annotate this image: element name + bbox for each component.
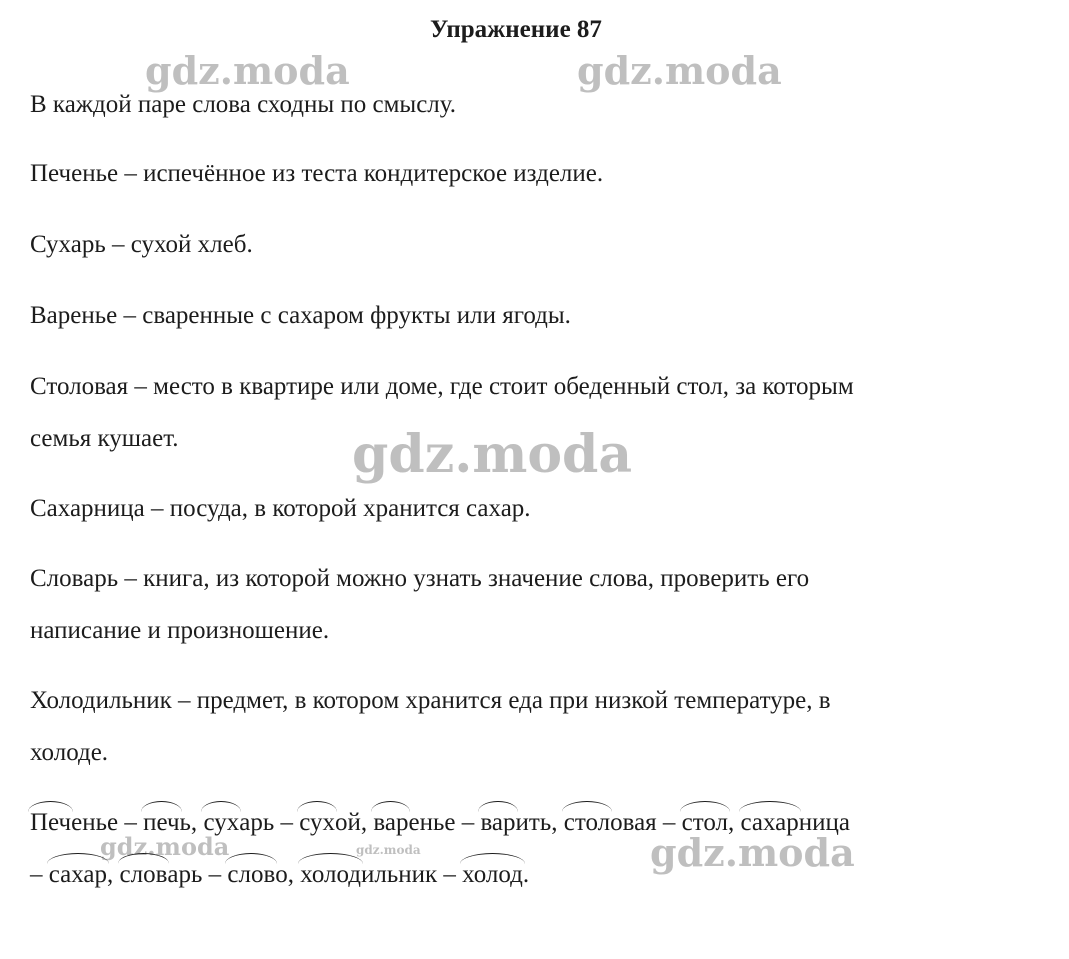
word-root: слов	[119, 861, 168, 888]
root-pairs-line-2: – сахар, словарь – слово, холодильник – холод.	[30, 861, 530, 888]
word-root: стол	[563, 809, 611, 836]
text-line: Сухарь – сухой хлеб.	[30, 231, 253, 258]
text-line: семья кушает.	[30, 425, 179, 452]
word-root: сахар	[48, 861, 108, 888]
text-line: Холодильник – предмет, в котором хранится еда при низкой температуре, в	[30, 687, 831, 714]
word-root: слов	[227, 861, 276, 888]
text-line: холоде.	[30, 739, 109, 766]
text-line: В каждой паре слова сходны по смыслу.	[30, 91, 457, 118]
watermark: gdz.moda	[145, 48, 350, 93]
text-line: Столовая – место в квартире или доме, где стоит обеденный стол, за которым	[30, 373, 854, 400]
word-root: Печ	[30, 809, 72, 836]
watermark: gdz.moda	[352, 424, 633, 485]
word-root: холод	[462, 861, 523, 888]
watermark: gdz.moda	[577, 48, 782, 93]
watermark: gdz.moda	[356, 843, 421, 857]
text-line: Варенье – сваренные с сахаром фрукты или ягоды.	[30, 302, 571, 329]
text-line: Сахарница – посуда, в которой хранится сахар.	[30, 495, 531, 522]
page-title: Упражнение 87	[430, 16, 602, 43]
word-root: сух	[203, 809, 240, 836]
word-root: печ	[143, 809, 180, 836]
watermark: gdz.moda	[650, 830, 855, 875]
word-root: стол	[681, 809, 729, 836]
text-line: Печенье – испечённое из теста кондитерское изделие.	[30, 160, 604, 187]
word-root: холод	[300, 861, 361, 888]
word-root: вар	[373, 809, 409, 836]
word-root: сахар	[740, 809, 799, 836]
word-root: сух	[299, 809, 335, 836]
watermark: gdz.moda	[100, 832, 230, 861]
root-pairs-line-1: Печенье – печь, сухарь – сухой, варенье – варить, столовая – стол, сахарница	[30, 809, 851, 836]
text-line: Словарь – книга, из которой можно узнать значение слова, проверить его	[30, 565, 810, 592]
word-root: вар	[480, 809, 516, 836]
text-line: написание и произношение.	[30, 617, 330, 644]
